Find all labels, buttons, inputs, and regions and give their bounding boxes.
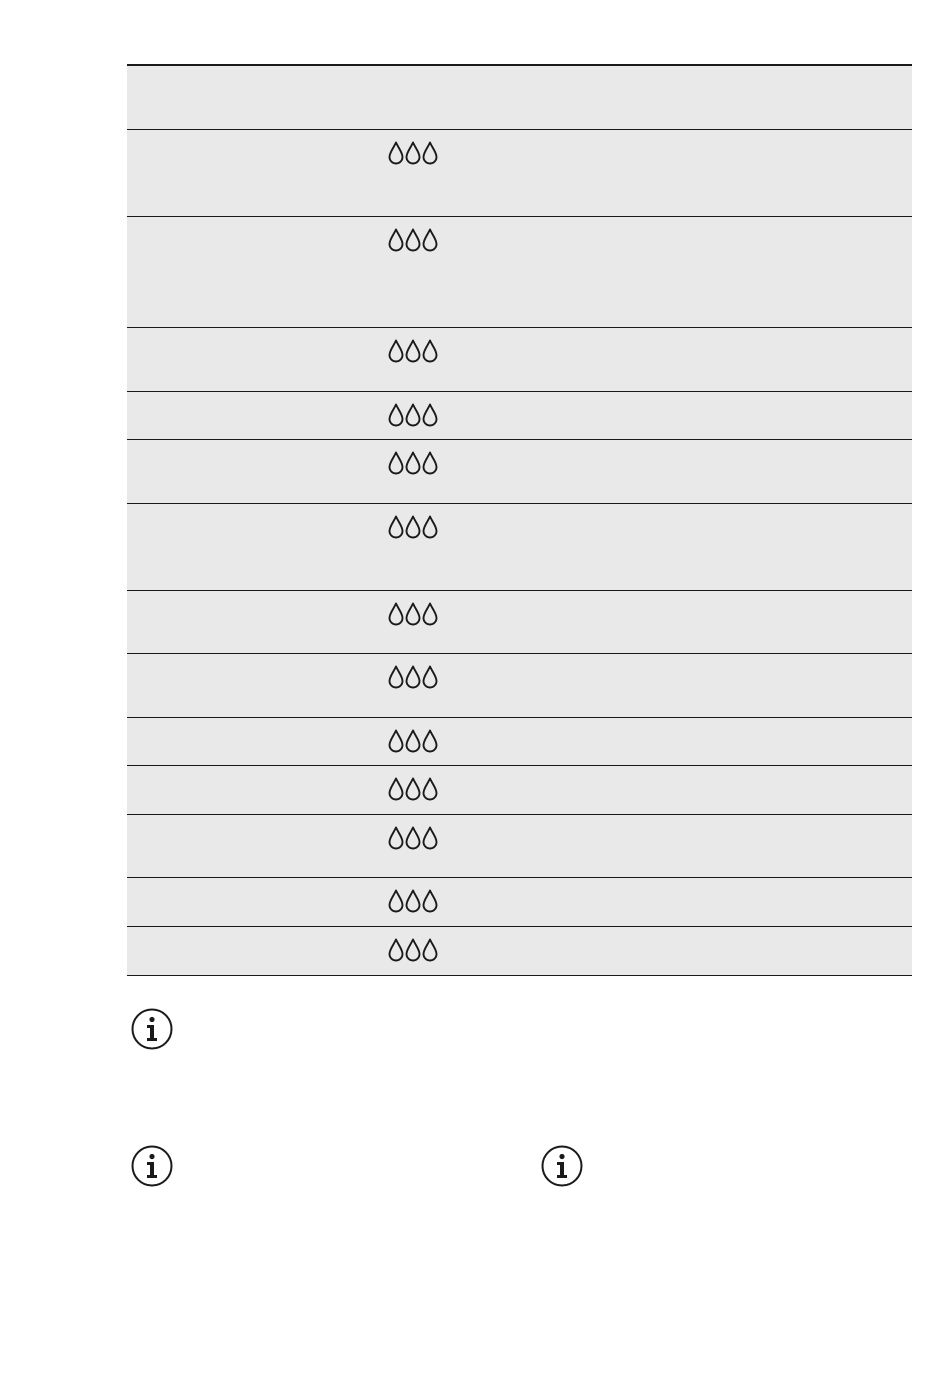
table-row [127,878,912,927]
water-drops-icon [388,938,440,962]
table-row [127,815,912,878]
table-row [127,718,912,766]
table-row [127,654,912,718]
water-drops-icon [388,729,440,753]
water-drops-icon [388,826,440,850]
info-icon [131,1008,173,1050]
water-drops-icon [388,228,440,252]
table-row [127,927,912,976]
info-icon [131,1145,173,1187]
water-level-table [127,64,912,976]
table-row [127,440,912,504]
water-drops-icon [388,339,440,363]
water-drops-icon [388,602,440,626]
water-drops-icon [388,403,440,427]
table-row [127,328,912,392]
water-drops-icon [388,665,440,689]
table-row [127,392,912,440]
table-row [127,217,912,328]
water-drops-icon [388,451,440,475]
water-drops-icon [388,777,440,801]
water-drops-icon [388,515,440,539]
table-row [127,591,912,654]
water-drops-icon [388,889,440,913]
table-row [127,504,912,591]
table-header [127,66,912,130]
table-row [127,766,912,815]
water-drops-icon [388,141,440,165]
info-icon [541,1145,583,1187]
table-row [127,130,912,217]
